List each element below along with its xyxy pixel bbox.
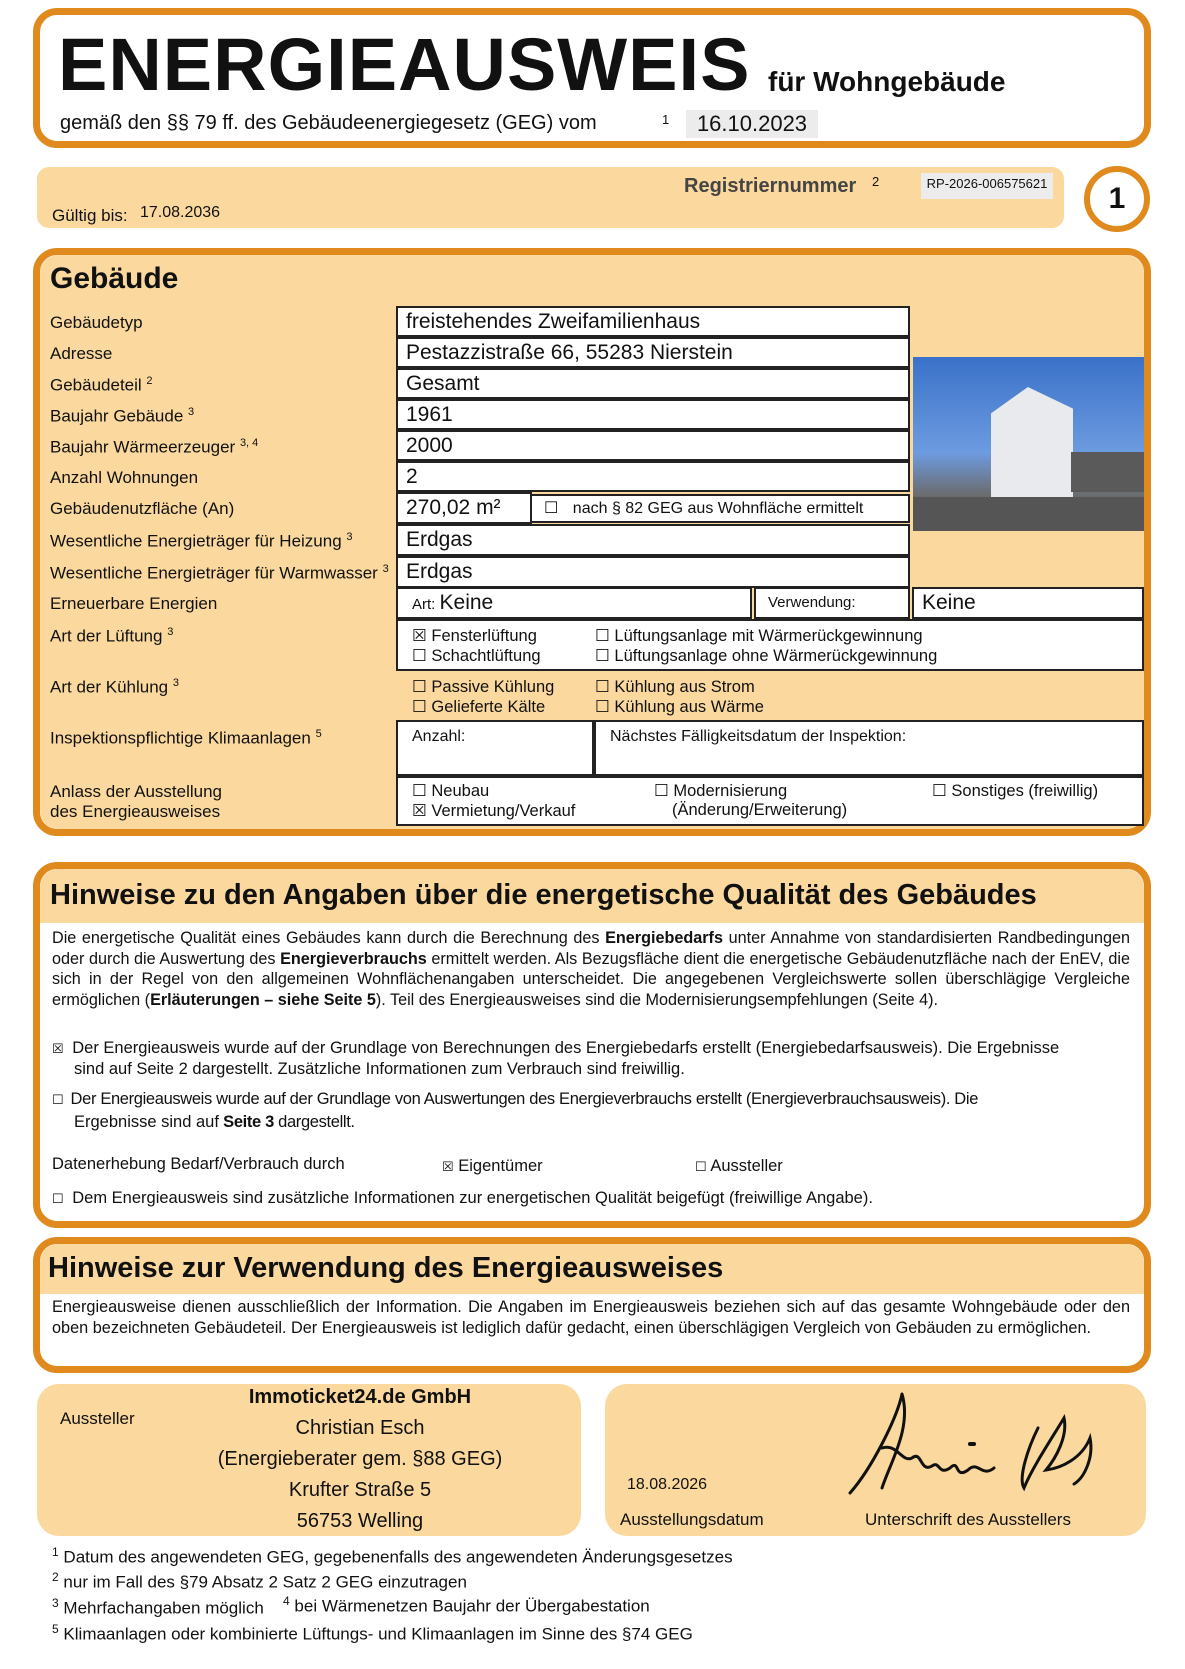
building-row-value: 1961 [396, 399, 910, 430]
building-row-value: freistehendes Zweifamilienhaus [396, 306, 910, 337]
footnote-1: $^1$ Datum des angewendeten GEG, gegebenenfalls des angewendeten Änderungsgesetzes [52, 1545, 733, 1567]
renewable-type-box [396, 587, 752, 619]
renewable-use-label: Verwendung: [768, 594, 856, 611]
ac-count-box: Anzahl: [396, 720, 594, 776]
issuer-company: Immoticket24.de GmbH [248, 1386, 472, 1408]
registration-label: Registriernummer [684, 175, 857, 197]
cooling-option-heat: ☐ Kühlung aus Wärme [595, 698, 764, 716]
building-row-label: Anzahl Wohnungen [50, 468, 199, 487]
issuer-city: 56753 Welling [296, 1510, 424, 1532]
reason-option-rent-sale: ☒ Vermietung/Verkauf [412, 802, 576, 820]
geg-date-field: 16.10.2023 [686, 110, 818, 138]
cooling-option-electric: ☐ Kühlung aus Strom [595, 678, 755, 696]
house-shape [991, 387, 1073, 507]
building-row-label: Adresse [50, 344, 113, 363]
building-row-label: Wesentliche Energieträger für Warmwasser $^3$ [50, 563, 389, 583]
building-row-label: Baujahr Gebäude $^3$ [50, 406, 195, 426]
reason-option-other: ☐ Sonstiges (freiwillig) [932, 782, 1099, 800]
document-title: ENERGIEAUSWEIS [58, 23, 751, 106]
checkbox-unchecked-icon: ☐ [544, 500, 559, 517]
building-row-label: Gebäudenutzfläche (An) [50, 499, 235, 518]
issuer-street: Krufter Straße 5 [288, 1479, 432, 1501]
hints-quality-paragraph: Die energetische Qualität eines Gebäudes kann durch die Berechnung des Energiebedarfs unter Annahme von standardisierten Randbedingungen oder durch die Auswertung des Energieverbrauchs ermittelt werden. Als Bezugsfläche dient die energetische Gebäudenutzfläche nach der EnEV, die sich in der Regel von den allgemeinen Wohnflächenangaben unterscheidet. Die angegebenen Vergleichswerte sollen überschlägige Vergleiche ermöglichen (Erläuterungen – siehe Seite 5). Teil des Energieausweises sind die Modernisierungsempfehlungen (Seite 4). [52, 929, 1131, 1009]
issue-date: 18.08.2026 [627, 1476, 708, 1493]
issuer-role: (Energieberater gem. §88 GEG) [217, 1448, 503, 1470]
document-subtitle: für Wohngebäude [768, 66, 1006, 97]
option-demand-based: ☒ Der Energieausweis wurde auf der Grundlage von Berechnungen des Energiebedarfs erstellt (Energiebedarfsausweis). Die Ergebnisse sind auf Seite 2 dargestellt. Zusätzliche Informationen zum Verbrauch sind freiwillig. [52, 1039, 1060, 1078]
signature-label: Unterschrift des Ausstellers [865, 1510, 1071, 1529]
building-row-value: Erdgas [396, 524, 910, 556]
option-consumption-based: ☐ Der Energieausweis wurde auf der Grundlage von Auswertungen des Energieverbrauchs erstellt (Energieverbrauchsausweis). Die Ergebnisse sind auf Seite 3 dargestellt. [52, 1090, 979, 1131]
renewable-use-label-box [754, 587, 910, 619]
footnote-3: $^3$ Mehrfachangaben möglich [52, 1596, 264, 1618]
renewable-use-box [912, 587, 1144, 619]
ventilation-label: Art der Lüftung $^3$ [50, 626, 174, 646]
hints-usage-title: Hinweise zur Verwendung des Energieausweises [48, 1252, 724, 1284]
building-section-title: Gebäude [50, 262, 179, 295]
issuer-label: Aussteller [60, 1409, 135, 1428]
cooling-label: Art der Kühlung $^3$ [50, 677, 179, 697]
additional-info-option: ☐ Dem Energieausweis sind zusätzliche Informationen zur energetischen Qualität beigefügt (freiwillige Angabe). [52, 1189, 873, 1207]
data-collection-owner: ☒ Eigentümer [442, 1157, 543, 1175]
area-option-label: nach § 82 GEG aus Wohnfläche ermittelt [572, 500, 864, 517]
page-number-badge: 1 [1084, 166, 1150, 232]
building-row-label: Gebäudetyp [50, 313, 143, 332]
cooling-option-delivered: ☐ Gelieferte Kälte [412, 698, 546, 716]
registration-number: RP-2026-006575621 [921, 173, 1053, 199]
renewable-type-label: Art: [412, 596, 436, 613]
building-row-value: Pestazzistraße 66, 55283 Nierstein [396, 337, 910, 368]
ventilation-option-without-recovery: ☐ Lüftungsanlage ohne Wärmerückgewinnung [595, 647, 938, 665]
reason-label-line1: Anlass der Ausstellung [50, 782, 222, 801]
valid-until-value: 17.08.2036 [140, 204, 221, 221]
hints-quality-title: Hinweise zu den Angaben über die energetische Qualität des Gebäudes [50, 879, 1037, 911]
geg-reference: gemäß den §§ 79 ff. des Gebäudeenergiegesetz (GEG) vom [60, 112, 597, 134]
building-row-value: 270,02 m² [396, 492, 532, 524]
building-row-label: Gebäudeteil $^2$ [50, 375, 153, 395]
reason-option-modernisation-detail: (Änderung/Erweiterung) [672, 801, 848, 819]
building-row-value: Erdgas [396, 556, 910, 588]
area-option-box [530, 494, 910, 523]
data-collection-label: Datenerhebung Bedarf/Verbrauch durch [52, 1155, 345, 1173]
railing-shape [1071, 452, 1144, 492]
ac-inspection-label: Inspektionspflichtige Klimaanlagen $^5$ [50, 728, 322, 748]
data-collection-issuer: ☐ Aussteller [695, 1157, 783, 1175]
issuer-name: Christian Esch [295, 1417, 425, 1439]
footnote-4: $^4$ bei Wärmenetzen Baujahr der Übergabestation [283, 1594, 650, 1616]
cooling-option-passive: ☐ Passive Kühlung [412, 678, 555, 696]
renewable-use-value: Keine [922, 591, 976, 614]
ac-due-box: Nächstes Fälligkeitsdatum der Inspektion: [594, 720, 1144, 776]
ventilation-option-shaft: ☐ Schachtlüftung [412, 647, 541, 665]
footnote-5: $^5$ Klimaanlagen oder kombinierte Lüftungs- und Klimaanlagen im Sinne des §74 GEG [52, 1622, 693, 1644]
issue-date-label: Ausstellungsdatum [620, 1510, 764, 1529]
reason-option-modernisation: ☐ Modernisierung [654, 782, 788, 800]
ventilation-option-window: ☒ Fensterlüftung [412, 627, 537, 645]
ground-shape [913, 497, 1144, 531]
building-row-value: 2000 [396, 430, 910, 461]
ventilation-option-with-recovery: ☐ Lüftungsanlage mit Wärmerückgewinnung [595, 627, 923, 645]
renewable-label: Erneuerbare Energien [50, 594, 218, 613]
footnote-mark: 1 [662, 112, 670, 127]
building-photo [913, 357, 1144, 531]
signature-image [842, 1388, 1112, 1498]
reason-option-new: ☐ Neubau [412, 782, 490, 800]
building-row-label: Wesentliche Energieträger für Heizung $^3$ [50, 531, 353, 551]
footnote-2: $^2$ nur im Fall des §79 Absatz 2 Satz 2 GEG einzutragen [52, 1570, 467, 1592]
hints-usage-paragraph: Energieausweise dienen ausschließlich der Information. Die Angaben im Energieausweis beziehen sich auf das gesamte Wohngebäude oder den oben bezeichneten Gebäudeteil. Der Energieausweis ist lediglich dafür gedacht, einen überschlägigen Vergleich von Gebäuden zu ermöglichen. [52, 1298, 1130, 1337]
building-row-value: 2 [396, 461, 910, 492]
footnote-mark: 2 [872, 174, 880, 189]
reason-label-line2: des Energieausweises [50, 802, 221, 821]
renewable-type-value: Keine [439, 591, 494, 614]
building-row-label: Baujahr Wärmeerzeuger $^{3, 4}$ [50, 437, 259, 457]
valid-until-label: Gültig bis: [52, 206, 128, 225]
building-row-value: Gesamt [396, 368, 910, 399]
